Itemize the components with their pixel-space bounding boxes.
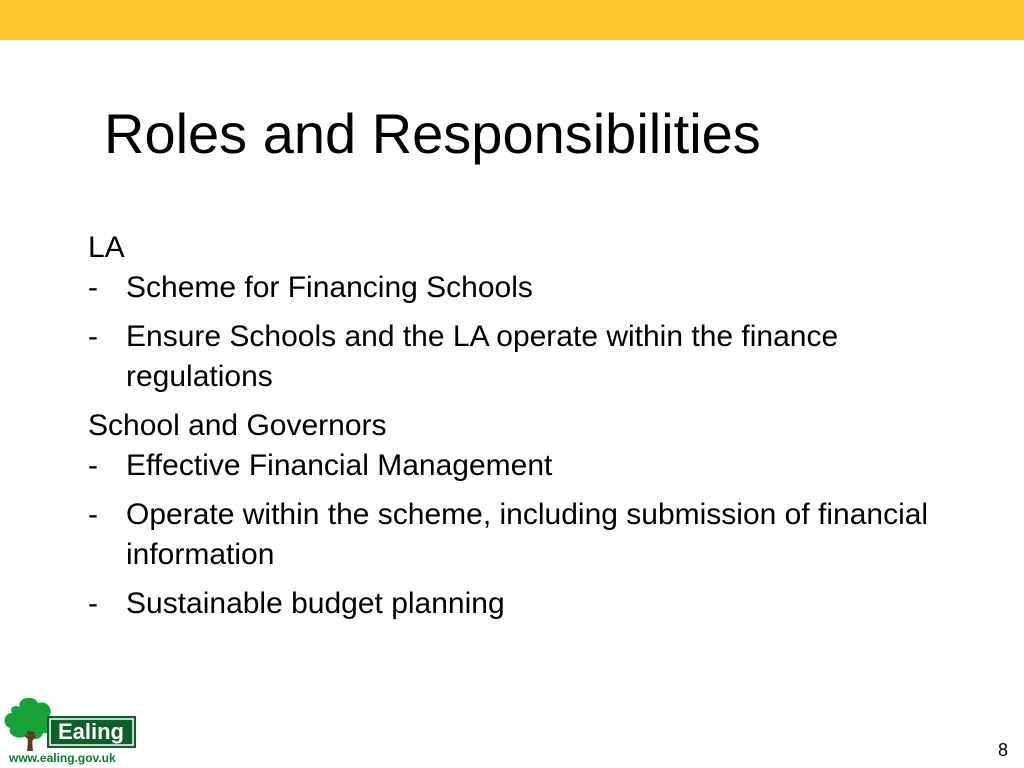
- section-heading: LA: [88, 231, 125, 264]
- slide-content: [88, 228, 948, 633]
- bullet-item: [88, 268, 948, 308]
- ealing-logo: [0, 693, 142, 768]
- bullet-marker: -: [88, 498, 98, 531]
- bullet-marker: -: [88, 587, 98, 620]
- bullet-item: [88, 495, 948, 575]
- bullet-item: [88, 446, 948, 486]
- page-number: 8: [997, 740, 1008, 760]
- top-accent-bar: [0, 0, 1024, 40]
- section-la: [88, 228, 948, 397]
- section-school-governors: [88, 406, 948, 624]
- slide-title: Roles and Responsibilities: [104, 102, 761, 165]
- bullet-marker: -: [88, 320, 98, 353]
- bullet-marker: -: [88, 271, 98, 304]
- bullet-text: Operate within the scheme, including submission of financial information: [126, 498, 929, 571]
- bullet-text: Scheme for Financing Schools: [126, 271, 533, 304]
- bullet-item: [88, 317, 948, 397]
- bullet-text: Sustainable budget planning: [126, 587, 505, 620]
- bullet-text: Ensure Schools and the LA operate within the finance regulations: [126, 320, 839, 393]
- bullet-item: [88, 584, 948, 624]
- logo-url: www.ealing.gov.uk: [9, 751, 116, 765]
- bullet-text: Effective Financial Management: [126, 449, 553, 482]
- section-heading: School and Governors: [88, 409, 387, 442]
- logo-wordmark: Ealing: [57, 719, 124, 744]
- bullet-marker: -: [88, 449, 98, 482]
